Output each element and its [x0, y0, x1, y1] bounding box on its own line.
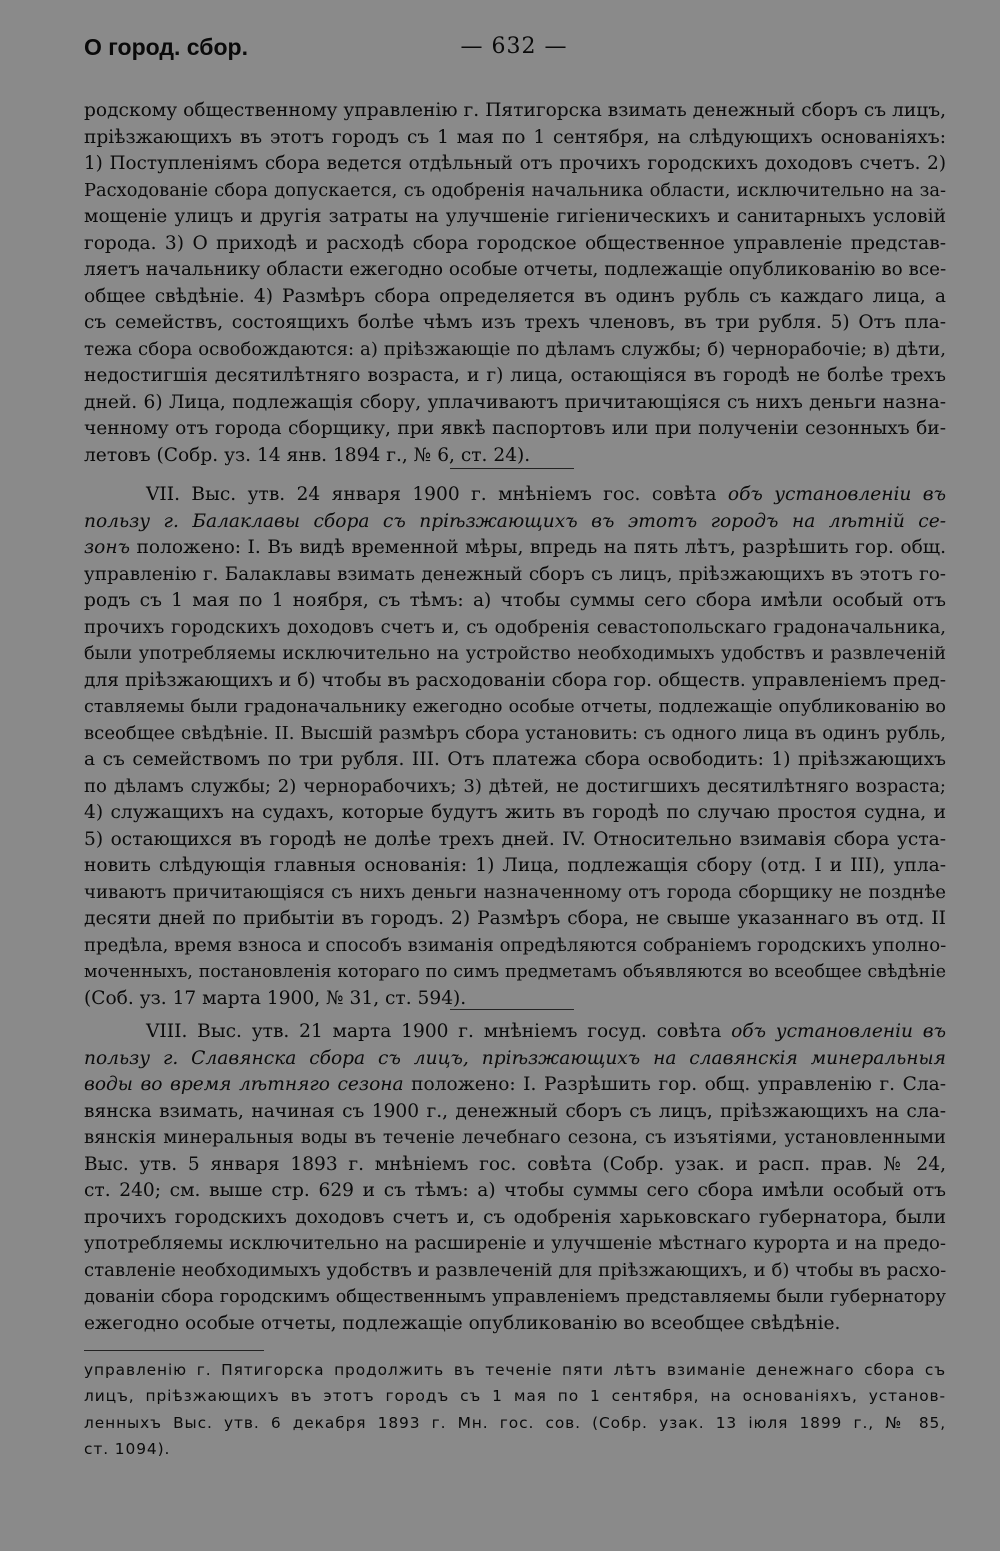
text-line — [84, 535, 946, 562]
text-line: ляетъ начальнику области ежегодно особые отчеты, подлежащіе опубликованію во все- — [84, 259, 947, 280]
italic-span: воды во время лѣтняго сезона — [84, 1074, 404, 1095]
text-line: общее свѣдѣніе. 4) Размѣръ сбора определяется въ одинъ рубль съ каждаго лица, а — [84, 285, 946, 307]
text-line: вянскія минеральныя воды въ теченіе лечебнаго сезона, съ изъятіями, установленными — [84, 1127, 946, 1148]
text-line: 4) служащихъ на судахъ, которые будутъ жить въ городѣ по случаю простоя судна, и — [84, 802, 946, 823]
text-line: а съ семействомъ по три рубля. III. Отъ платежа сбора освободить: 1) пріѣзжающихъ — [84, 749, 946, 770]
text-line — [84, 1072, 946, 1099]
text-line: прочихъ городскихъ доходовъ счетъ и, съ одобренія харьковскаго губернатора, были — [84, 1206, 946, 1228]
text-line: были употребляемы исключительно на устройство необходимыхъ удобствъ и развлеченій — [84, 643, 946, 664]
text-line — [84, 1046, 946, 1073]
text-line: ежегодно особые отчеты, подлежащіе опубликованію во всеобщее свѣдѣніе. — [84, 1312, 841, 1334]
text-line: вянска взимать, начиная съ 1900 г., денежный сборъ съ лицъ, пріѣзжающихъ на сла- — [84, 1100, 946, 1122]
text-line: ченному отъ города сборщику, при явкѣ паспортовъ или при полученіи сезонныхъ би- — [84, 418, 946, 439]
italic-span: объ установленіи въ — [727, 484, 946, 505]
text-span: положено: I. Разрѣшить гор. общ. управленію г. Сла- — [403, 1074, 946, 1095]
text-line — [84, 509, 946, 536]
text-line: недостигшія десятилѣтняго возраста, и г) лица, остающіяся въ городѣ не болѣе трехъ — [84, 365, 946, 386]
paragraph-continuation — [84, 98, 946, 469]
text-span: VII. Выс. утв. 24 января 1900 г. мнѣніемъ гос. совѣта — [146, 484, 728, 505]
text-line: предѣла, время взноса и способъ взиманія опредѣляются собраніемъ городскихъ уполно- — [84, 934, 947, 956]
text-line: 5) остающихся въ городѣ не долѣе трехъ дней. IV. Относительно взимавія сбора уста- — [84, 828, 946, 850]
text-line: ставленіе необходимыхъ удобствъ и развлеченій для пріѣзжающихъ, и б) чтобы въ расхо- — [84, 1259, 947, 1281]
text-line: употребляемы исключительно на расширеніе и улучшеніе мѣстнаго курорта и на предо- — [84, 1233, 946, 1254]
text-line: десяти дней по прибытіи въ городъ. 2) Размѣръ сбора, не свыше указаннаго въ отд. II — [84, 908, 946, 929]
footnote-line: ленныхъ Выс. утв. 6 декабря 1893 г. Мн. гос. сов. (Собр. узак. 13 іюля 1899 г., № 85, — [84, 1413, 946, 1432]
text-line: по дѣламъ службы; 2) чернорабочихъ; 3) дѣтей, не достигшихъ десятилѣтняго возраста; — [84, 775, 946, 797]
running-title: О город. сбор. — [84, 34, 248, 60]
text-span: положено: I. Въ видѣ временной мѣры, впредь на пять лѣтъ, разрѣшить гор. общ. — [129, 537, 946, 558]
text-line: Расходованіе сбора допускается, съ одобренія начальника области, исключительно на за- — [84, 179, 946, 201]
text-line: новить слѣдующія главныя основанія: 1) Лица, подлежащія сбору (отд. I и III), упла- — [84, 855, 946, 876]
paragraph-vii — [84, 482, 946, 1012]
text-span: VIII. Выс. утв. 21 марта 1900 г. мнѣніемъ госуд. совѣта — [146, 1021, 732, 1042]
text-line: дованіи сбора городскимъ общественнымъ управленіемъ представляемы были губернатору — [84, 1287, 946, 1307]
page-number: — 632 — — [460, 34, 568, 59]
text-line: ставляемы были градоначальнику ежегодно особые отчеты, подлежащіе опубликованію во — [84, 697, 946, 717]
text-line: дней. 6) Лица, подлежащія сбору, уплачиваютъ причитающіяся съ нихъ деньги назна- — [84, 391, 946, 413]
text-line — [84, 482, 946, 509]
footnote — [84, 1357, 946, 1462]
text-line: моченныхъ, постановленія котораго по симъ предметамъ объявляются во всеобщее свѣдѣніе — [84, 962, 946, 982]
footnote-line: управленію г. Пятигорска продолжить въ теченіе пяти лѣтъ взиманіе денежнаго сбора съ — [84, 1361, 946, 1379]
text-line: города. 3) О приходѣ и расходѣ сбора городское общественное управленіе представ- — [84, 232, 946, 254]
text-line: мощеніе улицъ и другія затраты на улучшеніе гигіеническихъ и санитарныхъ условій — [84, 206, 946, 227]
text-line: 1) Поступленіямъ сбора ведется отдѣльный отъ прочихъ городскихъ доходовъ счетъ. 2) — [84, 153, 946, 174]
page-header — [84, 34, 944, 68]
italic-span: пользу г. Балаклавы сбора съ пріѣзжающихъ въ этотъ городъ на лѣтній се- — [84, 510, 946, 532]
text-line: управленію г. Балаклавы взимать денежный сборъ съ лицъ, пріѣзжающихъ въ этотъ го- — [84, 563, 946, 585]
footnote-rule — [84, 1350, 264, 1351]
paragraph-viii — [84, 1019, 946, 1337]
section-separator — [450, 468, 574, 469]
text-line: родъ съ 1 мая по 1 ноября, съ тѣмъ: а) чтобы суммы сего сбора имѣли особый отъ — [84, 590, 946, 611]
text-line: родскому общественному управленію г. Пятигорска взимать денежный сборъ съ лицъ, — [84, 100, 946, 121]
text-line: летовъ (Собр. уз. 14 янв. 1894 г., № 6, ст. 24). — [84, 444, 531, 466]
text-line: (Соб. уз. 17 марта 1900, № 31, ст. 594). — [84, 987, 467, 1009]
text-line: ст. 240; см. выше стр. 629 и съ тѣмъ: а) чтобы суммы сего сбора имѣли особый отъ — [84, 1180, 946, 1201]
italic-span: зонъ — [84, 537, 130, 558]
footnote-line: лицъ, пріѣзжающихъ въ этотъ городъ съ 1 мая по 1 сентября, на основаніяхъ, установ- — [84, 1387, 946, 1406]
italic-span: объ установленіи въ — [731, 1021, 946, 1042]
text-line — [84, 1019, 946, 1046]
italic-span: пользу г. Славянска сбора съ лицъ, пріѣзжающихъ на славянскія минеральныя — [84, 1047, 946, 1069]
text-line: всеобщее свѣдѣніе. II. Высшій размѣръ сбора установить: съ одного лица въ одинъ рубль, — [84, 722, 946, 744]
text-line: для пріѣзжающихъ и б) чтобы въ расходованіи сбора гор. обществ. управленіемъ пред- — [84, 669, 946, 691]
text-line: съ семействъ, состоящихъ болѣе чѣмъ изъ трехъ членовъ, въ три рубля. 5) Отъ пла- — [84, 312, 946, 333]
text-line: Выс. утв. 5 января 1893 г. мнѣніемъ гос. совѣта (Собр. узак. и расп. прав. № 24, — [84, 1153, 946, 1175]
text-line: тежа сбора освобождаются: а) пріѣзжающіе по дѣламъ службы; б) чернорабочіе; в) дѣти, — [84, 338, 946, 360]
footnote-line: ст. 1094). — [84, 1439, 171, 1458]
section-separator — [450, 1009, 574, 1010]
text-line: пріѣзжающихъ въ этотъ городъ съ 1 мая по 1 сентября, на слѣдующихъ основаніяхъ: — [84, 126, 946, 148]
text-line: чиваютъ причитающіяся съ нихъ деньги назначенному отъ города сборщику не позднѣе — [84, 881, 946, 903]
text-line: прочихъ городскихъ доходовъ счетъ и, съ одобренія севастопольскаго градоначальника, — [84, 616, 946, 638]
